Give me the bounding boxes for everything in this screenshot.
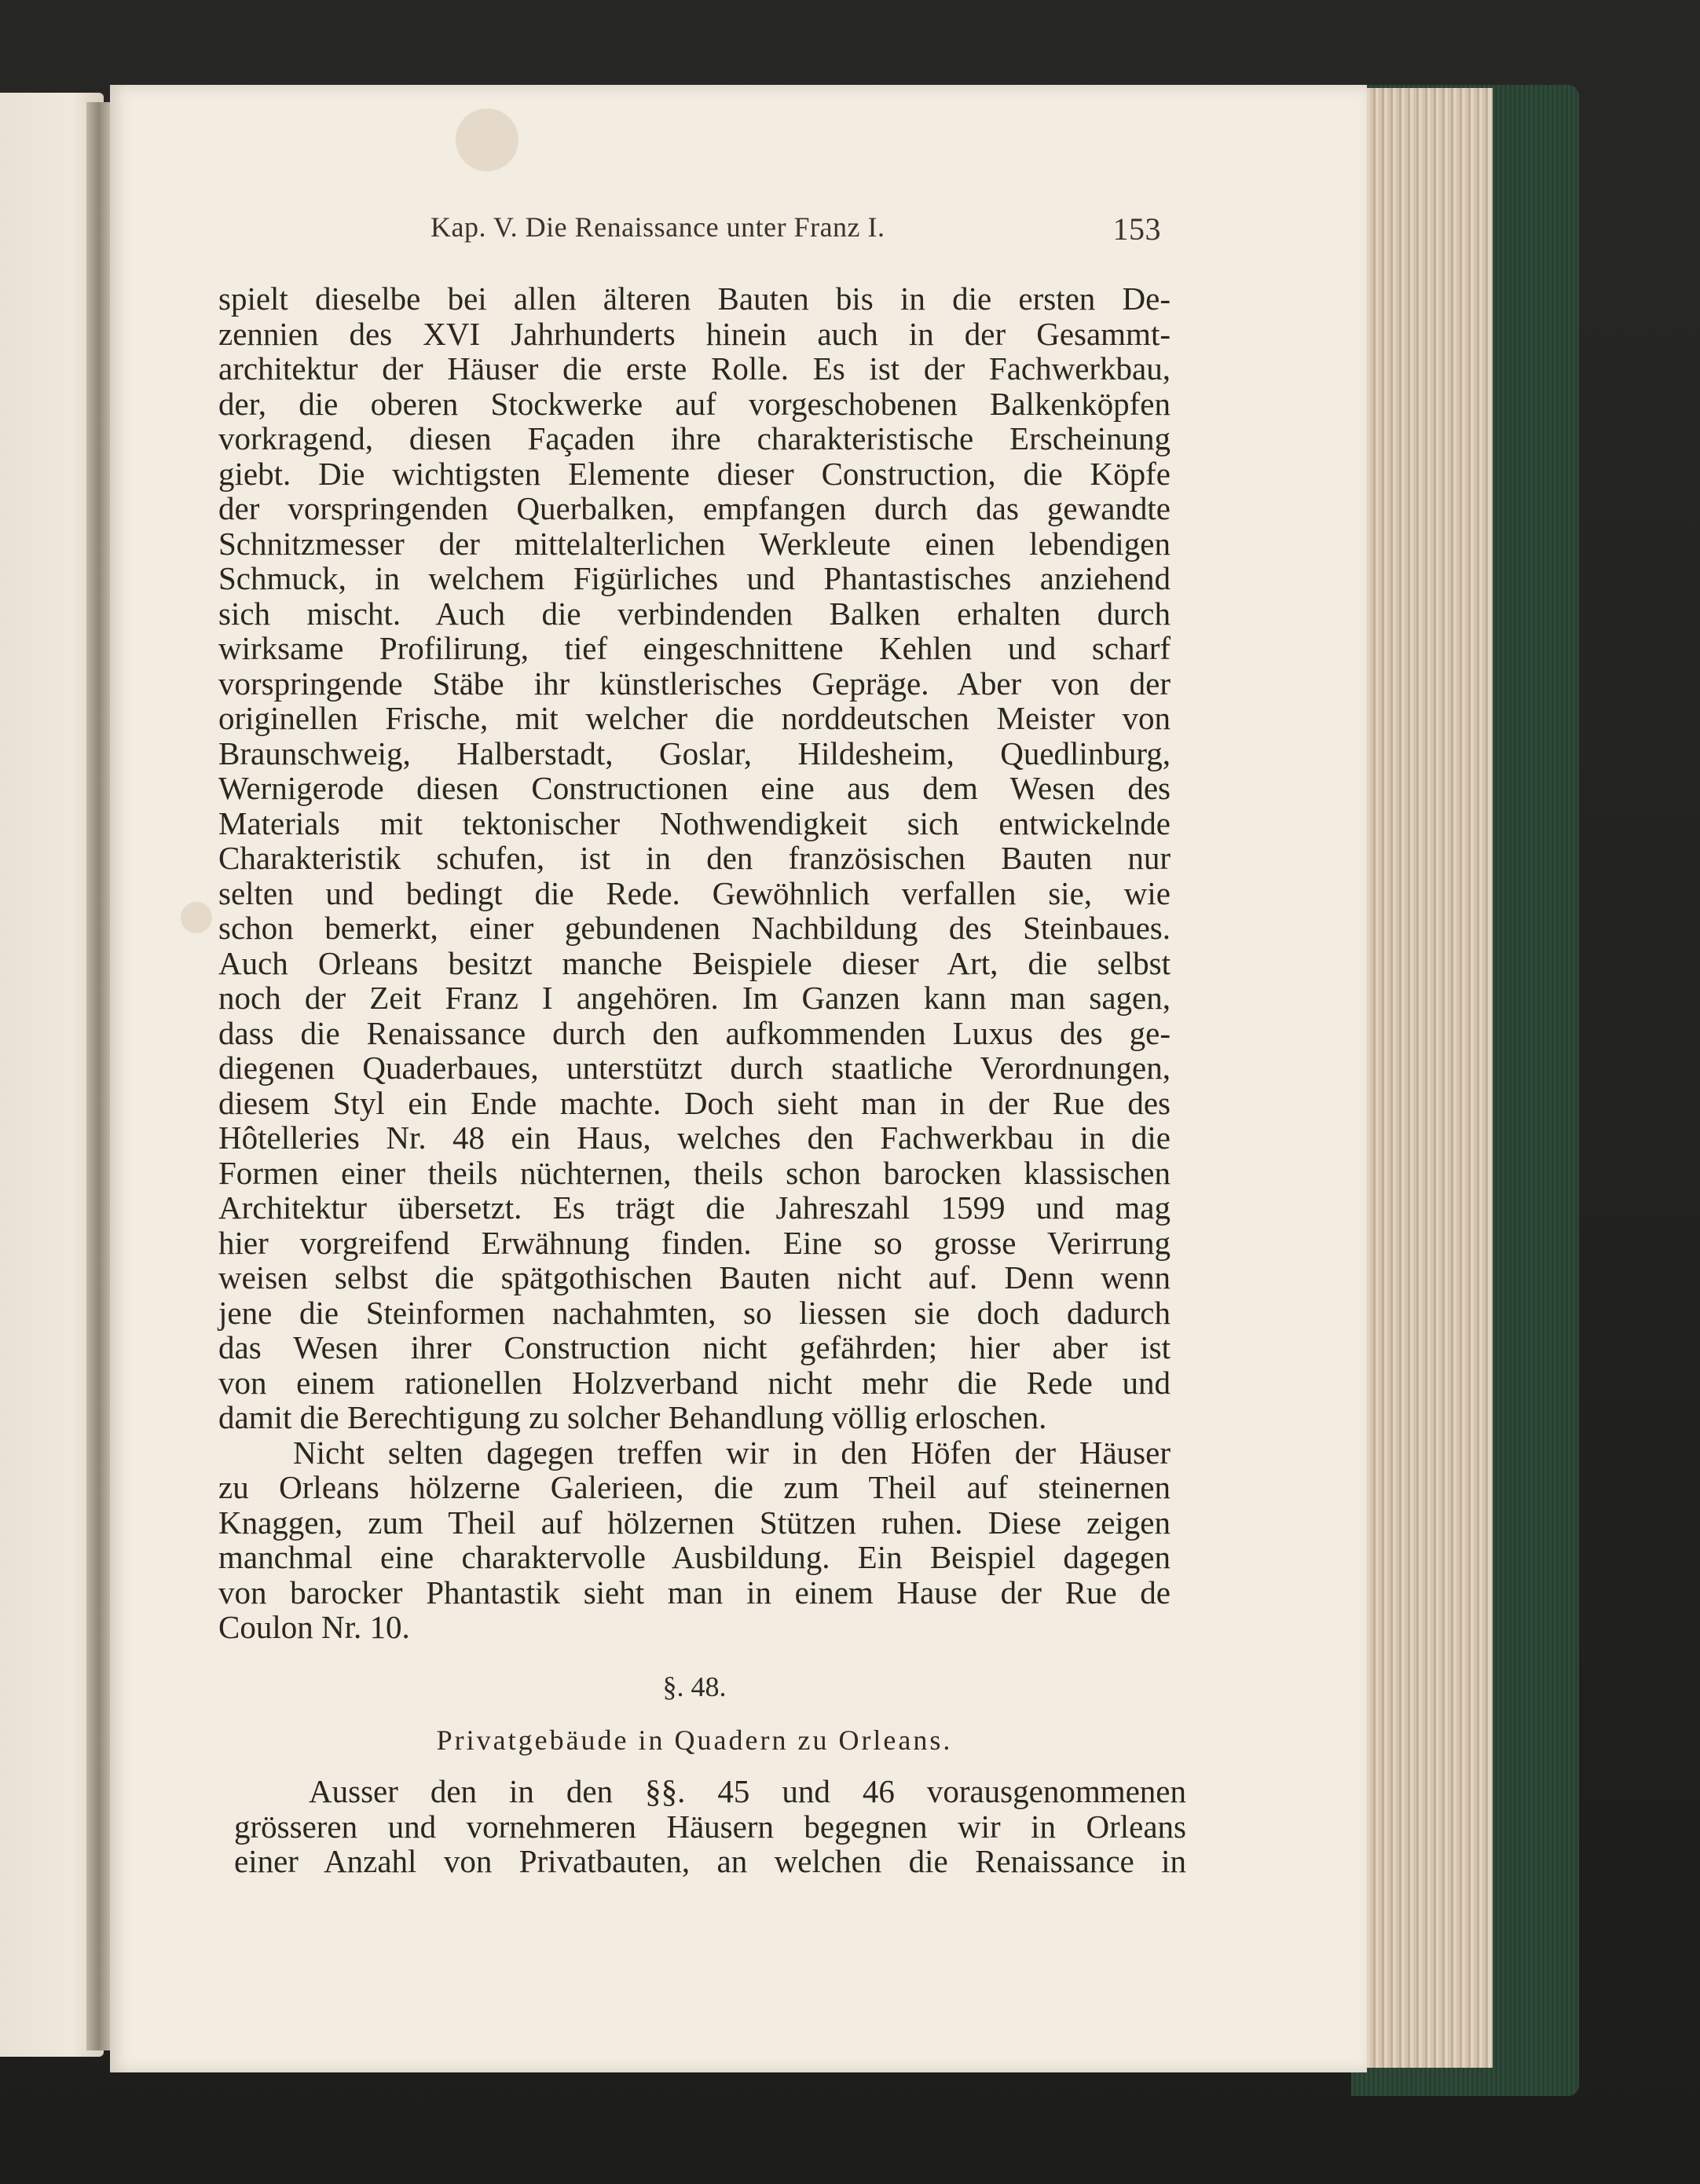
text-line: Schnitzmesser der mittelalterlichen Werkleute einen lebendigen [218, 525, 1171, 562]
text-line: Coulon Nr. 10. [218, 1609, 410, 1645]
book-gutter [86, 102, 113, 2050]
text-line: Schmuck, in welchem Figürliches und Phantastisches anziehend [218, 560, 1171, 596]
text-line: schon bemerkt, einer gebundenen Nachbildung des Steinbaues. [218, 910, 1171, 946]
text-line: Nicht selten dagegen treffen wir in den Höfen der Häuser [293, 1434, 1171, 1471]
paragraph-3 [234, 1774, 1186, 1879]
running-head [430, 211, 1161, 258]
text-line: Hôtelleries Nr. 48 ein Haus, welches den Fachwerkbau in die [218, 1119, 1171, 1156]
text-line: manchmal eine charaktervolle Ausbildung. Ein Beispiel dagegen [218, 1539, 1171, 1575]
page-number: 153 [1112, 211, 1161, 247]
text-line: der, die oberen Stockwerke auf vorgeschobenen Balkenköpfen [218, 385, 1171, 422]
text-line: dass die Renaissance durch den aufkommenden Luxus des ge- [218, 1014, 1171, 1051]
text-line: von barocker Phantastik sieht man in einem Hause der Rue de [218, 1574, 1171, 1611]
paper-stain [181, 902, 212, 933]
text-line: grösseren und vornehmeren Häusern begegnen wir in Orleans [234, 1808, 1186, 1845]
text-line: selten und bedingt die Rede. Gewöhnlich verfallen sie, wie [218, 874, 1171, 911]
text-line: von einem rationellen Holzverband nicht mehr die Rede und [218, 1364, 1171, 1401]
text-line: originellen Frische, mit welcher die norddeutschen Meister von [218, 700, 1171, 736]
text-line: Architektur übersetzt. Es trägt die Jahreszahl 1599 und mag [218, 1189, 1171, 1226]
text-line: Charakteristik schufen, ist in den französischen Bauten nur [218, 840, 1171, 876]
main-text [218, 281, 1171, 1645]
text-line: spielt dieselbe bei allen älteren Bauten bis in die ersten De- [218, 280, 1171, 317]
text-line: Formen einer theils nüchternen, theils schon barocken klassischen [218, 1154, 1171, 1191]
text-line: Ausser den in den §§. 45 und 46 vorausgenommenen [309, 1773, 1186, 1809]
text-line: weisen selbst die spätgothischen Bauten nicht auf. Denn wenn [218, 1259, 1171, 1295]
running-head-title: Kap. V. Die Renaissance unter Franz I. [430, 211, 885, 243]
text-line: zennien des XVI Jahrhunderts hinein auch in der Gesammt- [218, 315, 1171, 352]
text-line: wirksame Profilirung, tief eingeschnittene Kehlen und scharf [218, 630, 1171, 666]
text-line: Materials mit tektonischer Nothwendigkeit sich entwickelnde [218, 804, 1171, 841]
text-line: damit die Berechtigung zu solcher Behandlung völlig erloschen. [218, 1399, 1047, 1435]
paragraph-1 [218, 281, 1171, 1435]
text-line: Braunschweig, Halberstadt, Goslar, Hildesheim, Quedlinburg, [218, 735, 1171, 771]
text-line: noch der Zeit Franz I angehören. Im Ganzen kann man sagen, [218, 980, 1171, 1016]
text-line: Auch Orleans besitzt manche Beispiele dieser Art, die selbst [218, 944, 1171, 981]
text-line: diegenen Quaderbaues, unterstützt durch staatliche Verordnungen, [218, 1050, 1171, 1086]
text-line: vorspringende Stäbe ihr künstlerisches Gepräge. Aber von der [218, 665, 1171, 702]
section-number: §. 48. [662, 1671, 727, 1702]
text-line: architektur der Häuser die erste Rolle. Es ist der Fachwerkbau, [218, 350, 1171, 387]
text-line: einer Anzahl von Privatbauten, an welchen die Renaissance in [234, 1843, 1186, 1879]
text-line: giebt. Die wichtigsten Elemente dieser Construction, die Köpfe [218, 455, 1171, 492]
text-line: der vorspringenden Querbalken, empfangen durch das gewandte [218, 490, 1171, 526]
paragraph-2 [218, 1435, 1171, 1645]
text-line: das Wesen ihrer Construction nicht gefährden; hier aber ist [218, 1329, 1171, 1365]
text-line: jene die Steinformen nachahmten, so liessen sie doch dadurch [218, 1294, 1171, 1331]
section-title: Privatgebäude in Quadern zu Orleans. [436, 1724, 953, 1756]
text-line: hier vorgreifend Erwähnung finden. Eine so grosse Verirrung [218, 1224, 1171, 1261]
text-line: sich mischt. Auch die verbindenden Balken erhalten durch [218, 595, 1171, 632]
text-line: zu Orleans hölzerne Galerieen, die zum Theil auf steinernen [218, 1469, 1171, 1505]
text-line: diesem Styl ein Ende machte. Doch sieht man in der Rue des [218, 1084, 1171, 1121]
paper-stain [456, 108, 518, 171]
text-line: Wernigerode diesen Constructionen eine aus dem Wesen des [218, 770, 1171, 806]
text-line: Knaggen, zum Theil auf hölzernen Stützen ruhen. Diese zeigen [218, 1504, 1171, 1541]
text-line: vorkragend, diesen Façaden ihre charakteristische Erscheinung [218, 420, 1171, 456]
